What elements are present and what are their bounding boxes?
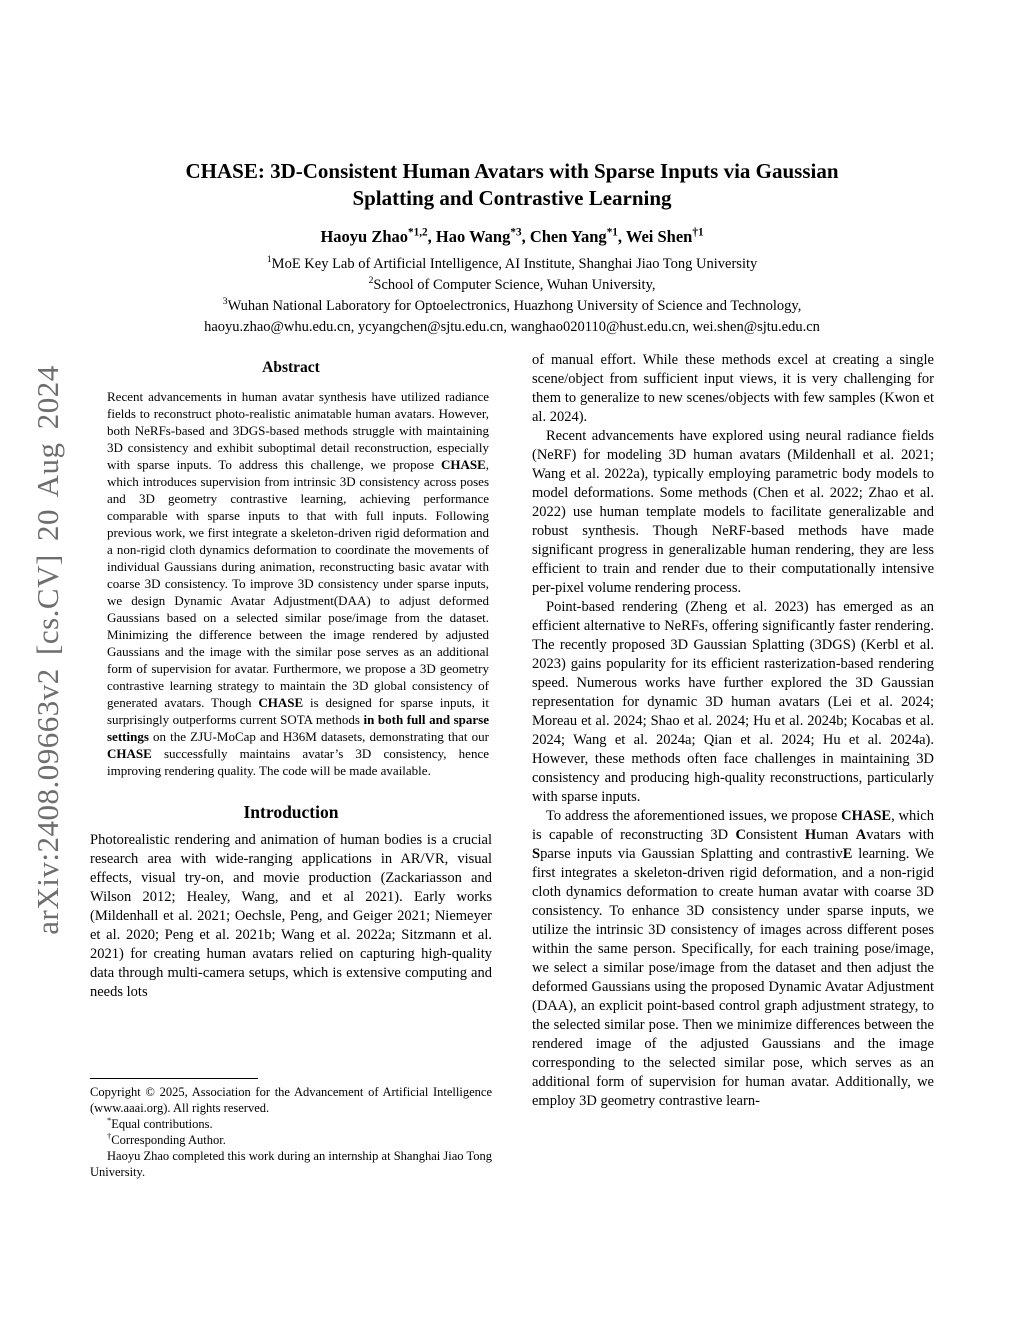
right-paragraph-3: Point-based rendering (Zheng et al. 2023) has emerged as an efficient alternative to NeRFs, offering significantly faster rendering. The recently proposed 3D Gaussian Splatting (3DGS) (Kerbl et al. 2023) gains popularity for its efficient rasterization-based rendering speed. Numerous works have further explored the 3D Gaussian representation for dynamic 3D human avatars (Lei et al. 2024; Moreau et al. 2024; Shao et al. 2024; Hu et al. 2024b; Kocabas et al. 2024; Wang et al. 2024a; Qian et al. 2024; Hu et al. 2024a). However, these methods often face challenges in maintaining 3D consistency and producing high-quality reconstructions, particularly with sparse inputs. [532,599,934,805]
intro-paragraph-1: Photorealistic rendering and animation of human bodies is a crucial research area with wide-ranging applications in AR/VR, visual effects, visual try-on, and movie production (Zackariasson and Wilson 2012; Healey, Wang, and et al 2021). Early works (Mildenhall et al. 2021; Oechsle, Peng, and Geiger 2021; Niemeyer et al. 2020; Peng et al. 2021b; Wang et al. 2022a; Sitzmann et al. 2021) for creating human avatars relied on capturing high-quality data through multi-camera setups, which is extensive computing and needs lots [90,832,492,1000]
right-paragraph-1: of manual effort. While these methods excel at creating a single scene/object from sufficient input views, it is very challenging for them to generalize to new scenes/objects with few samples (Kwon et al. 2024). [532,352,934,425]
paper-header [0,158,1024,338]
affiliation-1: $^1$MoE Key Lab of Artificial Intelligence, AI Institute, Shanghai Jiao Tong University [266,254,758,272]
footnote-block [90,1078,492,1180]
abstract-text: Recent advancements in human avatar synthesis have utilized radiance fields to reconstruct photo-realistic animatable human avatars. However, both NeRFs-based and 3DGS-based methods struggle with maintaining 3D consistency and exhibit suboptimal detail reconstruction, especially with sparse inputs. To address this challenge, we propose CHASE, which introduces supervision from intrinsic 3D consistency across poses and 3D geometry contrastive learning, achieving performance comparable with sparse inputs to that with full inputs. Following previous work, we first integrate a skeleton-driven rigid deformation and a non-rigid cloth dynamics deformation to coordinate the movements of individual Gaussians during animation, reconstructing basic avatar with coarse 3D consistency. To improve 3D consistency under sparse inputs, we design Dynamic Avatar Adjustment(DAA) to adjust deformed Gaussians based on a selected similar pose/image from the dataset. Minimizing the difference between the image rendered by adjusted Gaussians and the image with the similar pose serves as an additional form of supervision for avatar. Furthermore, we propose a 3D geometry contrastive learning strategy to maintain the 3D global consistency of generated avatars. Though CHASE is designed for sparse inputs, it surprisingly outperforms current SOTA methods in both full and sparse settings on the ZJU-MoCap and H36M datasets, demonstrating that our CHASE successfully maintains avatar’s 3D consistency, hence improving rendering quality. The code will be made available. [107,389,489,778]
footnote-internship: Haoyu Zhao completed this work during an internship at Shanghai Jiao Tong University. [90,1149,492,1179]
right-paragraph-2: Recent advancements have explored using neural radiance fields (NeRF) for modeling 3D human avatars (Mildenhall et al. 2021; Wang et al. 2022a), typically employing parametric body models to model deformations. Some methods (Chen et al. 2022; Zhao et al. 2022) use human template models to facilitate generalizable and robust synthesis. Though NeRF-based methods have made significant progress in generalizable human rendering, they are less efficient to train and render due to their computationally intensive per-pixel volume rendering process. [532,428,934,596]
paper-title [0,158,1024,212]
affiliation-3: $^3$Wuhan National Laboratory for Optoelectronics, Huazhong University of Science and Technology, [222,296,802,314]
abstract-heading: Abstract [262,359,320,376]
arxiv-watermark: arXiv:2408.09663v2 [cs.CV] 20 Aug 2024 [30,365,65,935]
right-column [532,351,934,1111]
footnote-rule [90,1078,258,1079]
right-paragraph-4: To address the aforementioned issues, we propose CHASE, which is capable of reconstructing 3D Consistent Human Avatars with Sparse inputs via Gaussian Splatting and contrastivE learning. We first integrates a skeleton-driven rigid deformation, and a non-rigid cloth dynamics deformation to create human avatar with coarse 3D consistency. To enhance 3D consistency under sparse inputs, we utilize the intrinsic 3D consistency of images across different poses within the same person. Specifically, for each training pose/image, we select a similar pose/image from the dataset and then adjust the deformed Gaussians using the proposed Dynamic Avatar Adjustment (DAA), an explicit point-based control graph adjustment strategy, to the selected similar pose. Then we minimize differences between the rendered image of the adjusted Gaussians and the image corresponding to the selected similar pose, which serves as an additional form of supervision for human avatar. Additionally, we employ 3D geometry contrastive learn- [532,808,934,1109]
footnote-equal-contributions: *Equal contributions. [107,1114,213,1131]
affiliation-2: $^2$School of Computer Science, Wuhan University, [368,275,656,293]
authors-line: Haoyu Zhao$^{*1,2}$, Hao Wang$^{*3}$, Chen Yang$^{*1}$, Wei Shen$^{\dagger 1}$ [320,226,704,246]
title-line-1: CHASE: 3D-Consistent Human Avatars with Sparse Inputs via Gaussian [185,159,839,183]
footnote-copyright: Copyright © 2025, Association for the Advancement of Artificial Intelligence (www.aaai.org). All rights reserved. [90,1085,492,1115]
footnote-corresponding-author: †Corresponding Author. [107,1130,226,1147]
title-line-2: Splatting and Contrastive Learning [352,186,672,210]
left-column [90,358,492,1002]
introduction-heading: Introduction [243,802,339,822]
emails-line: haoyu.zhao@whu.edu.cn, ycyangchen@sjtu.edu.cn, wanghao020110@hust.edu.cn, wei.shen@sjtu.edu.cn [204,319,820,335]
affiliations-block [0,254,1024,338]
